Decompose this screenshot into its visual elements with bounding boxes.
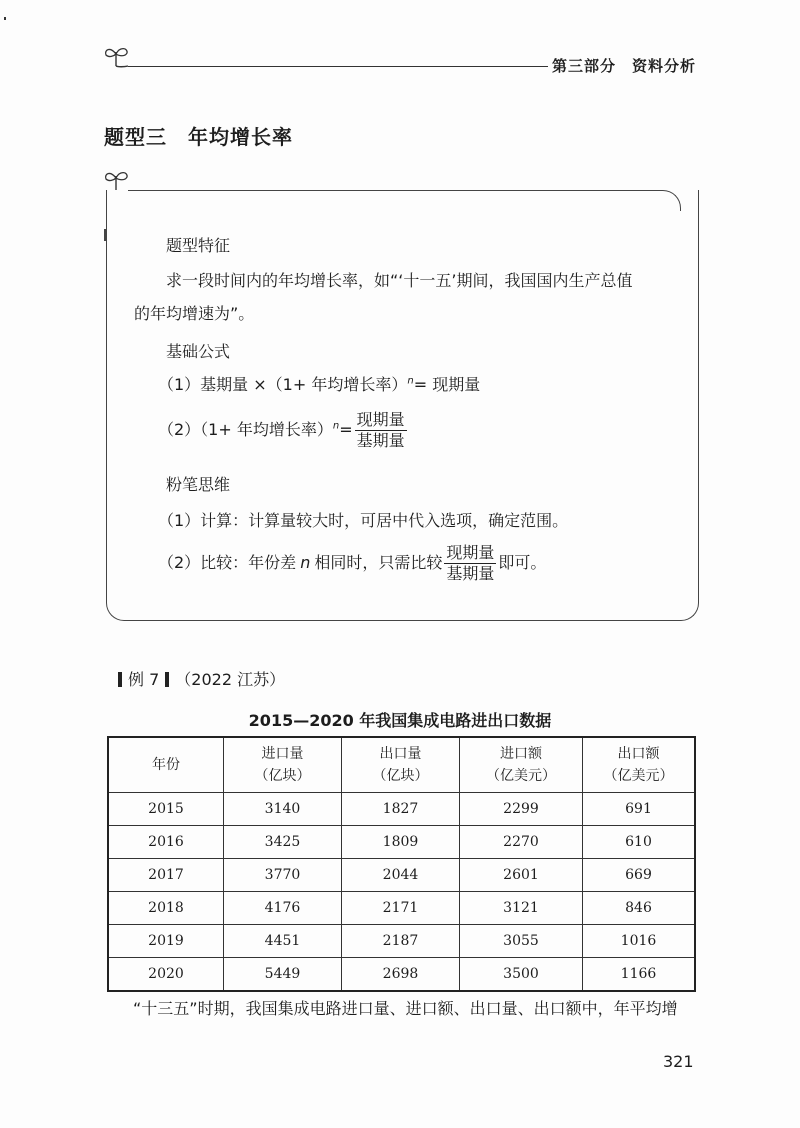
section-title: 题型三 年均增长率 <box>104 125 293 149</box>
box-desc-line1: 求一段时间内的年均增长率，如“‘十一五’期间，我国国内生产总值 <box>166 271 633 290</box>
table-title: 2015—2020 年我国集成电路进出口数据 <box>248 711 552 730</box>
tip-1: （1）计算：计算量较大时，可居中代入选项，确定范围。 <box>158 511 569 530</box>
box-tick <box>104 229 106 241</box>
table-row: 2016 3425 1809 2270 610 <box>108 826 695 859</box>
data-table <box>107 736 696 992</box>
page-number: 321 <box>663 1052 694 1071</box>
header-rule <box>128 66 548 67</box>
box-heading-thinking: 粉笔思维 <box>166 475 231 494</box>
box-heading-formula: 基础公式 <box>166 342 231 361</box>
table-row: 2015 3140 1827 2299 691 <box>108 793 695 826</box>
box-heading-features: 题型特征 <box>166 236 231 255</box>
table-header-row <box>108 737 695 793</box>
header-section: 第三部分 资料分析 <box>552 57 697 75</box>
bracket-bar <box>118 672 122 687</box>
formula-2: （2）（1+ 年均增长率）$^n$= $\frac{\text{现期量}}{\text{基期量}}$ <box>158 410 405 450</box>
table-row: 2019 4451 2187 3055 1016 <box>108 925 695 958</box>
bracket-bar <box>165 672 169 687</box>
question-text: “十三五”时期，我国集成电路进口量、进口额、出口量、出口额中，年平均增 <box>133 999 678 1018</box>
table-row: 2018 4176 2171 3121 846 <box>108 892 695 925</box>
table-row: 2020 5449 2698 3500 1166 <box>108 958 695 992</box>
col-header-export-volume: 出口量 （亿块） <box>342 737 460 793</box>
col-header-year: 年份 <box>108 737 224 793</box>
tip-2: （2）比较：年份差 n 相同时，只需比较 $\frac{\text{现期量}}{\text{基期量}}$ 即可。 <box>158 543 547 583</box>
formula-1: （1）基期量 ×（1+ 年均增长率）$^n$= 现期量 <box>158 375 481 394</box>
scan-mark <box>4 17 6 20</box>
col-header-import-value: 进口额 （亿美元） <box>460 737 583 793</box>
fraction: $\frac{\text{现期量}}{\text{基期量}}$ <box>356 410 405 450</box>
table-row: 2017 3770 2044 2601 669 <box>108 859 695 892</box>
fraction: $\frac{\text{现期量}}{\text{基期量}}$ <box>446 543 495 583</box>
col-header-import-volume: 进口量 （亿块） <box>224 737 342 793</box>
box-desc-line2: 的年均增速为”。 <box>134 304 255 323</box>
col-header-export-value: 出口额 （亿美元） <box>583 737 696 793</box>
example-label: 例 7 （2022 江苏） <box>118 667 285 690</box>
